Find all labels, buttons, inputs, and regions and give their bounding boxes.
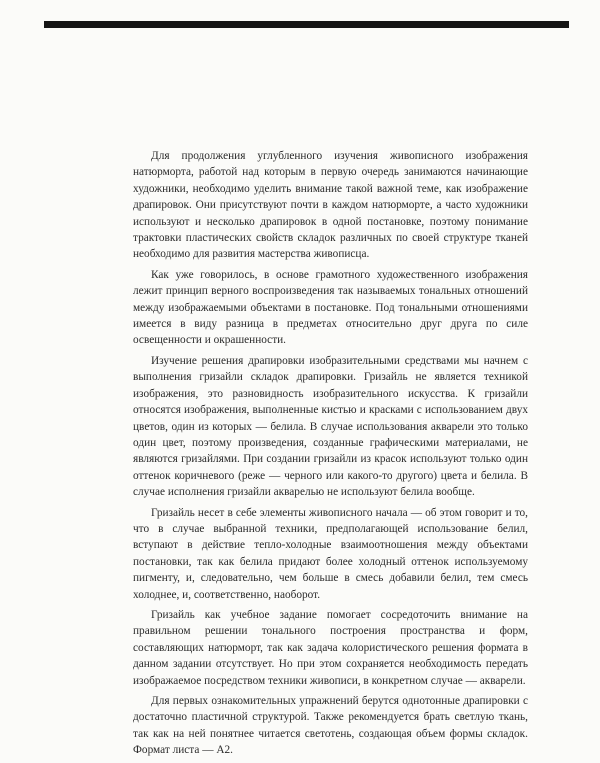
paragraph-3: Изучение решения драпировки изобразительными средствами мы начнем с выполнения гризайли складок драпировки. Гризайль не является техникой изображения, это разновидность изобразительного искусства. К гризайли относятся изображения, выполненные кистью и красками с использованием двух цветов, один из которых — белила. В случае использования акварели это только один цвет, поэтому произведения, созданные графическими материалами, не являются гризайлями. При создании гризайли из красок используют только один оттенок коричневого (реже — черного или какого-то другого) цвета и белила. В случае исполнения гризайли акварелью не используют белила вообще. xyxy=(133,354,528,499)
paragraph-6: Для первых ознакомительных упражнений берутся однотонные драпировки с достаточно пластичной структурой. Также рекомендуется брать светлую ткань, так как на ней понятнее читается светотень, создающая объем формы складок. Формат листа — А2. xyxy=(133,695,528,757)
paragraph-2: Как уже говорилось, в основе грамотного художественного изображения лежит принцип верного воспроизведения так называемых тональных отношений между изображаемыми объектами в постановке. Под тональными отношениями имеется в виду разница в предметах относительно друг друга по силе освещенности и окрашенности. xyxy=(133,268,528,347)
paragraph-1: Для продолжения углубленного изучения живописного изображения натюрморта, работой над которым в первую очередь занимаются начинающие художники, необходимо уделить внимание такой важной теме, как изображение драпировок. Они присутствуют почти в каждом натюрморте, а часто художники используют и несколько драпировок в одной постановке, поэтому понимание трактовки пластических свойств складок различных по своей структуре тканей необходимо для развития мастерства живописца. xyxy=(133,150,528,261)
paragraph-4: Гризайль несет в себе элементы живописного начала — об этом говорит и то, что в случае выбранной техники, предполагающей использование белил, вступают в действие тепло-холодные взаимоотношения между объектами постановки, так как белила придают более холодный оттенок используемому пигменту, и, следовательно, чем больше в смесь добавили белил, тем смесь холоднее, и, соответственно, наоборот. xyxy=(133,506,528,601)
top-rule xyxy=(44,21,569,28)
body-text xyxy=(133,148,528,763)
paragraph-5: Гризайль как учебное задание помогает сосредоточить внимание на правильном решении тонального построения пространства и форм, составляющих натюрморт, так как задача колористического решения формата в данном задании отсутствует. Но при этом сохраняется необходимость передать изображаемое посредством техники живописи, в конкретном случае — акварели. xyxy=(133,608,528,687)
